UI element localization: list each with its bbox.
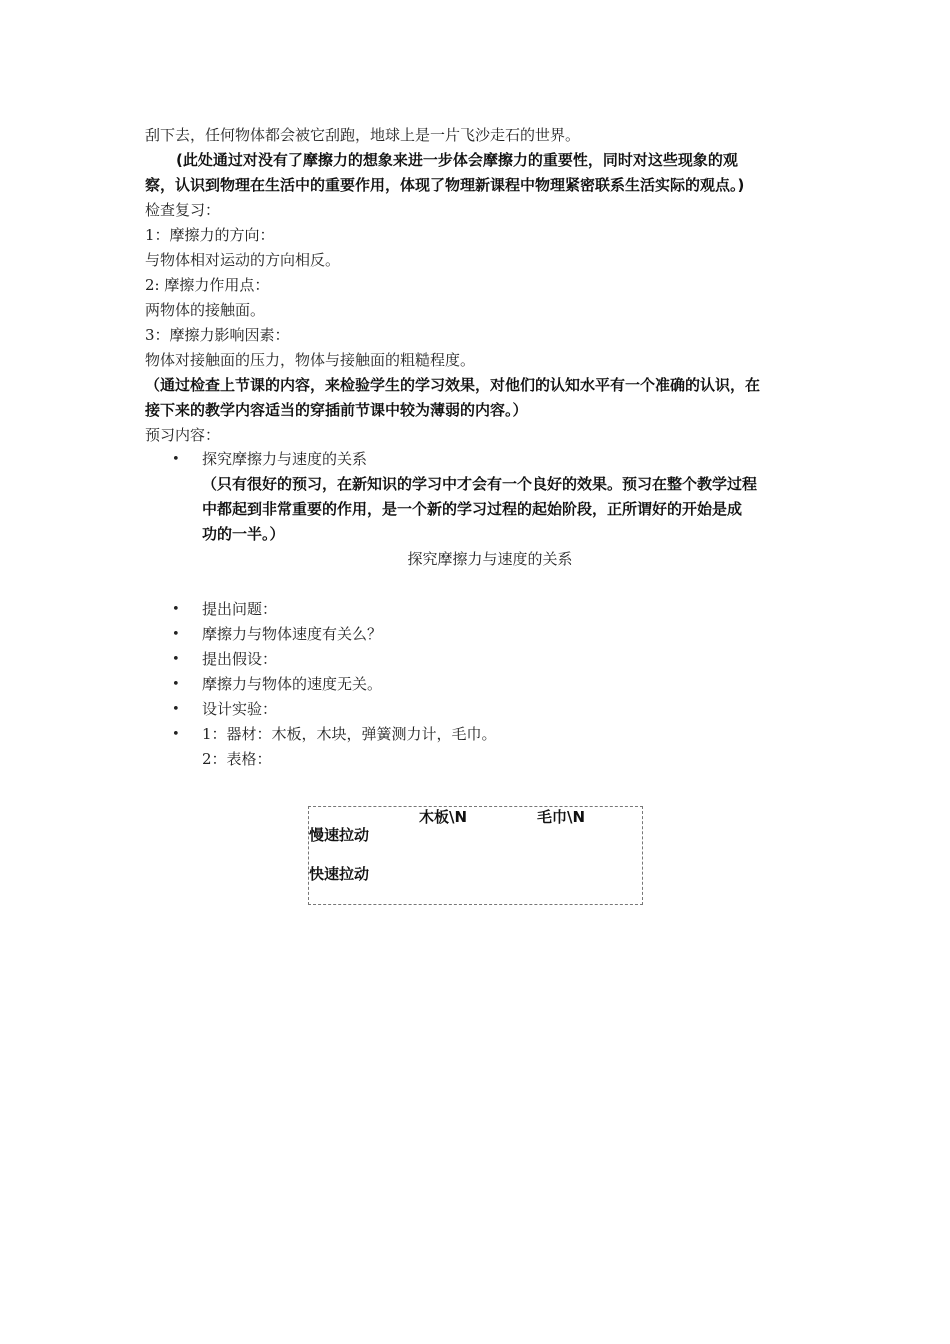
bullet-icon: • [172,652,180,667]
experiment-table [308,806,643,905]
review-item-title: 1：摩擦力的方向： [145,226,275,244]
review-item-answer: 与物体相对运动的方向相反。 [145,251,341,269]
bullet-icon: • [172,627,180,642]
paragraph-text: 刮下去，任何物体都会被它刮跑，地球上是一片飞沙走石的世界。 [145,126,581,144]
section-title: 探究摩擦力与速度的关系 [407,550,573,568]
teaching-note: （通过检查上节课的内容，来检验学生的学习效果，对他们的认知水平有一个准确的认识，在 [145,376,761,394]
bullet-icon: • [172,452,180,467]
teaching-note: （只有很好的预习，在新知识的学习中才会有一个良好的效果。预习在整个教学过程 [202,475,758,493]
step-item: 设计实验： [202,700,278,718]
table-row-label-slow: 慢速拉动 [309,826,370,844]
step-item: 提出假设： [202,650,278,668]
step-item: 提出问题： [202,600,278,618]
teaching-note: 接下来的教学内容适当的穿插前节课中较为薄弱的内容。） [145,401,528,419]
review-item-answer: 两物体的接触面。 [145,301,266,319]
step-item: 摩擦力与物体的速度无关。 [202,675,383,693]
teaching-note: (此处通过对没有了摩擦力的想象来进一步体会摩擦力的重要性，同时对这些现象的观 [176,151,738,169]
review-item-title: 2: 摩擦力作用点： [145,276,270,294]
bullet-icon: • [172,602,180,617]
bullet-icon: • [172,677,180,692]
table-header-towel: 毛巾\N [537,808,586,826]
step-item: 1：器材：木板，木块，弹簧测力计，毛巾。 [202,725,497,743]
step-item: 2：表格： [202,750,272,768]
review-item-answer: 物体对接触面的压力，物体与接触面的粗糙程度。 [145,351,476,369]
table-header-wood: 木板\N [419,808,468,826]
preview-item: 探究摩擦力与速度的关系 [202,450,368,468]
teaching-note: 功的一半。） [202,525,285,543]
table-row-label-fast: 快速拉动 [309,865,370,883]
bullet-icon: • [172,727,180,742]
teaching-note: 察，认识到物理在生活中的重要作用，体现了物理新课程中物理紧密联系生活实际的观点。) [145,176,745,194]
section-heading-review: 检查复习： [145,201,221,219]
review-item-title: 3：摩擦力影响因素： [145,326,290,344]
step-item: 摩擦力与物体速度有关么？ [202,625,383,643]
teaching-note: 中都起到非常重要的作用，是一个新的学习过程的起始阶段，正所谓好的开始是成 [202,500,743,518]
bullet-icon: • [172,702,180,717]
section-heading-preview: 预习内容： [145,426,221,444]
